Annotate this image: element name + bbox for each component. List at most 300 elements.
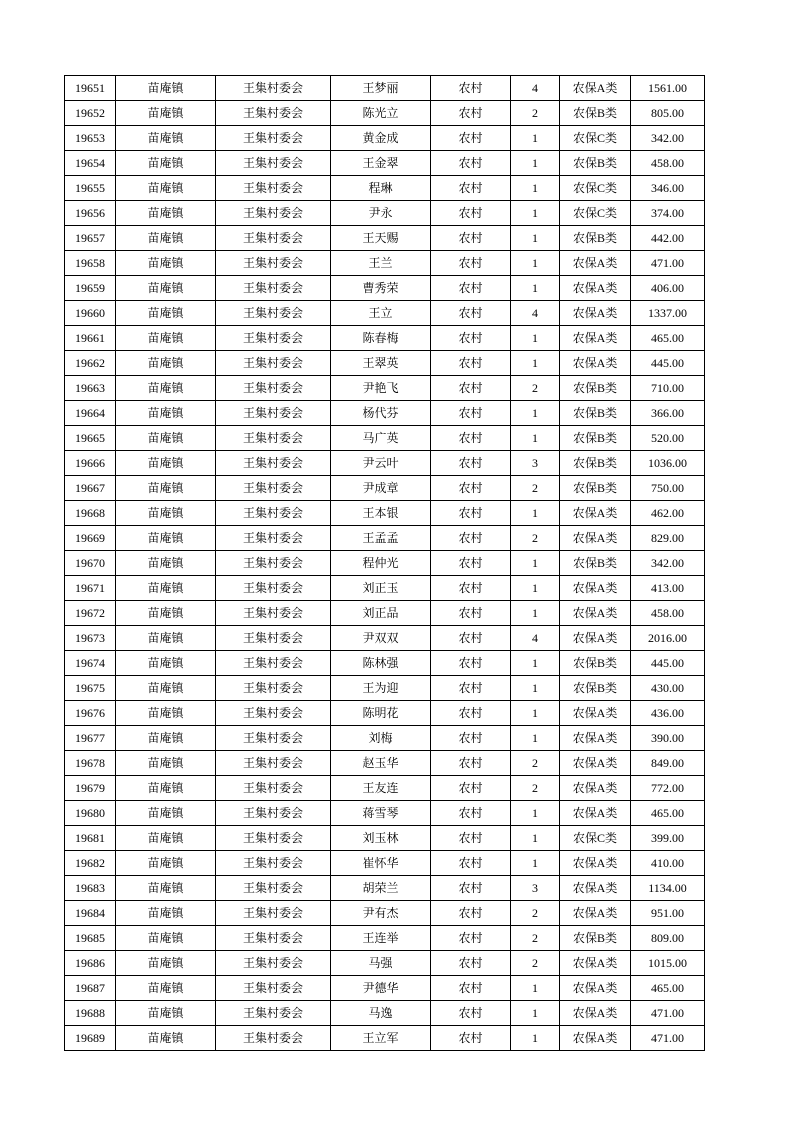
cell-person-name: 赵玉华 [331,751,431,776]
cell-person-name: 陈林强 [331,651,431,676]
cell-person-name: 王孟孟 [331,526,431,551]
cell-village-committee: 王集村委会 [216,201,331,226]
cell-village-committee: 王集村委会 [216,426,331,451]
cell-amount: 374.00 [631,201,705,226]
cell-insurance-category: 农保A类 [560,876,631,901]
cell-town: 苗庵镇 [116,876,216,901]
cell-person-count: 1 [511,551,560,576]
table-row [65,226,705,251]
cell-insurance-category: 农保A类 [560,526,631,551]
cell-serial-number: 19653 [65,126,116,151]
cell-town: 苗庵镇 [116,626,216,651]
cell-insurance-category: 农保B类 [560,926,631,951]
cell-household-type: 农村 [431,826,511,851]
table-row [65,1001,705,1026]
cell-town: 苗庵镇 [116,451,216,476]
table-row [65,826,705,851]
cell-person-name: 王翠英 [331,351,431,376]
cell-household-type: 农村 [431,201,511,226]
cell-household-type: 农村 [431,876,511,901]
benefits-table [64,75,705,1051]
cell-person-count: 2 [511,376,560,401]
cell-amount: 471.00 [631,1026,705,1051]
cell-serial-number: 19671 [65,576,116,601]
table-row [65,901,705,926]
cell-village-committee: 王集村委会 [216,801,331,826]
cell-amount: 445.00 [631,651,705,676]
cell-village-committee: 王集村委会 [216,776,331,801]
cell-person-name: 刘玉林 [331,826,431,851]
cell-insurance-category: 农保A类 [560,851,631,876]
cell-person-name: 王立 [331,301,431,326]
cell-amount: 951.00 [631,901,705,926]
cell-serial-number: 19678 [65,751,116,776]
cell-serial-number: 19656 [65,201,116,226]
cell-household-type: 农村 [431,126,511,151]
cell-household-type: 农村 [431,676,511,701]
table-row [65,751,705,776]
table-row [65,476,705,501]
cell-amount: 399.00 [631,826,705,851]
cell-amount: 1337.00 [631,301,705,326]
cell-town: 苗庵镇 [116,76,216,101]
cell-person-name: 马逸 [331,1001,431,1026]
cell-insurance-category: 农保A类 [560,901,631,926]
table-row [65,701,705,726]
cell-serial-number: 19676 [65,701,116,726]
cell-insurance-category: 农保A类 [560,501,631,526]
cell-person-count: 3 [511,876,560,901]
cell-person-count: 1 [511,701,560,726]
table-row [65,126,705,151]
cell-household-type: 农村 [431,801,511,826]
cell-person-count: 1 [511,426,560,451]
cell-household-type: 农村 [431,401,511,426]
cell-serial-number: 19670 [65,551,116,576]
cell-amount: 750.00 [631,476,705,501]
cell-amount: 346.00 [631,176,705,201]
cell-person-name: 尹艳飞 [331,376,431,401]
cell-person-count: 1 [511,851,560,876]
cell-village-committee: 王集村委会 [216,976,331,1001]
cell-amount: 458.00 [631,601,705,626]
cell-serial-number: 19669 [65,526,116,551]
cell-insurance-category: 农保A类 [560,301,631,326]
cell-village-committee: 王集村委会 [216,226,331,251]
cell-serial-number: 19675 [65,676,116,701]
cell-person-name: 王立军 [331,1026,431,1051]
cell-person-count: 2 [511,751,560,776]
cell-serial-number: 19660 [65,301,116,326]
cell-amount: 1134.00 [631,876,705,901]
cell-town: 苗庵镇 [116,701,216,726]
table-row [65,626,705,651]
cell-village-committee: 王集村委会 [216,476,331,501]
table-row [65,351,705,376]
cell-insurance-category: 农保C类 [560,201,631,226]
table-row [65,576,705,601]
cell-serial-number: 19684 [65,901,116,926]
cell-serial-number: 19673 [65,626,116,651]
cell-insurance-category: 农保B类 [560,426,631,451]
cell-person-name: 尹德华 [331,976,431,1001]
cell-person-name: 陈春梅 [331,326,431,351]
cell-person-count: 1 [511,1026,560,1051]
cell-serial-number: 19667 [65,476,116,501]
cell-household-type: 农村 [431,726,511,751]
cell-person-name: 王兰 [331,251,431,276]
cell-person-name: 马强 [331,951,431,976]
cell-person-count: 1 [511,151,560,176]
cell-household-type: 农村 [431,276,511,301]
cell-village-committee: 王集村委会 [216,751,331,776]
cell-amount: 471.00 [631,251,705,276]
cell-town: 苗庵镇 [116,676,216,701]
cell-person-count: 1 [511,576,560,601]
cell-household-type: 农村 [431,351,511,376]
cell-serial-number: 19658 [65,251,116,276]
cell-person-name: 刘梅 [331,726,431,751]
cell-person-name: 王金翠 [331,151,431,176]
cell-person-name: 陈光立 [331,101,431,126]
cell-person-count: 1 [511,976,560,1001]
cell-insurance-category: 农保A类 [560,1026,631,1051]
cell-insurance-category: 农保A类 [560,726,631,751]
cell-person-count: 1 [511,1001,560,1026]
cell-person-count: 1 [511,351,560,376]
cell-town: 苗庵镇 [116,426,216,451]
cell-insurance-category: 农保A类 [560,351,631,376]
cell-insurance-category: 农保B类 [560,151,631,176]
cell-insurance-category: 农保A类 [560,326,631,351]
cell-village-committee: 王集村委会 [216,501,331,526]
cell-amount: 410.00 [631,851,705,876]
cell-amount: 2016.00 [631,626,705,651]
cell-amount: 390.00 [631,726,705,751]
cell-insurance-category: 农保B类 [560,401,631,426]
cell-person-count: 4 [511,626,560,651]
cell-household-type: 农村 [431,751,511,776]
cell-person-count: 1 [511,176,560,201]
cell-person-name: 王连举 [331,926,431,951]
cell-person-name: 刘正品 [331,601,431,626]
cell-household-type: 农村 [431,376,511,401]
cell-village-committee: 王集村委会 [216,951,331,976]
cell-serial-number: 19659 [65,276,116,301]
cell-amount: 809.00 [631,926,705,951]
table-row [65,426,705,451]
cell-amount: 465.00 [631,976,705,1001]
table-row [65,1026,705,1051]
cell-village-committee: 王集村委会 [216,601,331,626]
table-row [65,276,705,301]
cell-person-name: 王本银 [331,501,431,526]
table-row [65,301,705,326]
cell-person-count: 2 [511,101,560,126]
cell-town: 苗庵镇 [116,601,216,626]
cell-person-name: 王友连 [331,776,431,801]
cell-village-committee: 王集村委会 [216,551,331,576]
cell-household-type: 农村 [431,176,511,201]
table-row [65,926,705,951]
table-row [65,251,705,276]
cell-household-type: 农村 [431,626,511,651]
cell-town: 苗庵镇 [116,776,216,801]
cell-amount: 342.00 [631,551,705,576]
cell-household-type: 农村 [431,76,511,101]
cell-amount: 805.00 [631,101,705,126]
cell-insurance-category: 农保A类 [560,1001,631,1026]
cell-serial-number: 19655 [65,176,116,201]
cell-serial-number: 19666 [65,451,116,476]
cell-insurance-category: 农保A类 [560,626,631,651]
cell-village-committee: 王集村委会 [216,826,331,851]
table-row [65,201,705,226]
cell-serial-number: 19674 [65,651,116,676]
cell-person-name: 尹成章 [331,476,431,501]
cell-town: 苗庵镇 [116,151,216,176]
cell-insurance-category: 农保A类 [560,251,631,276]
cell-serial-number: 19651 [65,76,116,101]
cell-village-committee: 王集村委会 [216,926,331,951]
cell-serial-number: 19652 [65,101,116,126]
cell-town: 苗庵镇 [116,551,216,576]
cell-amount: 462.00 [631,501,705,526]
cell-person-name: 王为迎 [331,676,431,701]
cell-town: 苗庵镇 [116,651,216,676]
cell-insurance-category: 农保A类 [560,976,631,1001]
cell-household-type: 农村 [431,501,511,526]
cell-person-name: 杨代芬 [331,401,431,426]
table-row [65,176,705,201]
cell-town: 苗庵镇 [116,901,216,926]
cell-insurance-category: 农保B类 [560,376,631,401]
cell-serial-number: 19665 [65,426,116,451]
table-row [65,376,705,401]
cell-insurance-category: 农保A类 [560,751,631,776]
cell-household-type: 农村 [431,426,511,451]
cell-person-count: 2 [511,926,560,951]
table-row [65,651,705,676]
table-row [65,451,705,476]
cell-serial-number: 19662 [65,351,116,376]
cell-village-committee: 王集村委会 [216,376,331,401]
cell-town: 苗庵镇 [116,976,216,1001]
cell-person-count: 1 [511,401,560,426]
cell-household-type: 农村 [431,1026,511,1051]
cell-town: 苗庵镇 [116,526,216,551]
cell-insurance-category: 农保B类 [560,451,631,476]
table-row [65,76,705,101]
table-row [65,326,705,351]
cell-serial-number: 19688 [65,1001,116,1026]
table-row [65,851,705,876]
cell-amount: 413.00 [631,576,705,601]
cell-village-committee: 王集村委会 [216,851,331,876]
cell-person-name: 程仲光 [331,551,431,576]
cell-amount: 406.00 [631,276,705,301]
cell-insurance-category: 农保B类 [560,651,631,676]
cell-person-count: 2 [511,476,560,501]
cell-person-count: 1 [511,651,560,676]
cell-serial-number: 19657 [65,226,116,251]
cell-town: 苗庵镇 [116,201,216,226]
cell-insurance-category: 农保A类 [560,801,631,826]
cell-person-count: 1 [511,826,560,851]
cell-town: 苗庵镇 [116,326,216,351]
cell-person-count: 1 [511,726,560,751]
cell-village-committee: 王集村委会 [216,276,331,301]
cell-serial-number: 19685 [65,926,116,951]
cell-household-type: 农村 [431,851,511,876]
cell-amount: 772.00 [631,776,705,801]
cell-person-name: 尹云叶 [331,451,431,476]
cell-household-type: 农村 [431,651,511,676]
cell-serial-number: 19664 [65,401,116,426]
cell-serial-number: 19681 [65,826,116,851]
cell-serial-number: 19680 [65,801,116,826]
cell-village-committee: 王集村委会 [216,101,331,126]
table-row [65,601,705,626]
cell-person-count: 1 [511,326,560,351]
cell-serial-number: 19682 [65,851,116,876]
cell-household-type: 农村 [431,1001,511,1026]
cell-household-type: 农村 [431,151,511,176]
cell-person-name: 蒋雪琴 [331,801,431,826]
cell-person-count: 1 [511,226,560,251]
cell-village-committee: 王集村委会 [216,451,331,476]
cell-person-name: 尹永 [331,201,431,226]
table-row [65,726,705,751]
cell-village-committee: 王集村委会 [216,901,331,926]
cell-village-committee: 王集村委会 [216,576,331,601]
cell-insurance-category: 农保A类 [560,701,631,726]
cell-village-committee: 王集村委会 [216,526,331,551]
table-body [65,76,705,1051]
cell-insurance-category: 农保B类 [560,226,631,251]
cell-village-committee: 王集村委会 [216,676,331,701]
cell-serial-number: 19689 [65,1026,116,1051]
cell-person-name: 王梦丽 [331,76,431,101]
cell-person-count: 1 [511,201,560,226]
cell-amount: 1036.00 [631,451,705,476]
cell-insurance-category: 农保C类 [560,126,631,151]
cell-village-committee: 王集村委会 [216,251,331,276]
cell-town: 苗庵镇 [116,176,216,201]
cell-household-type: 农村 [431,326,511,351]
table-row [65,551,705,576]
cell-amount: 445.00 [631,351,705,376]
cell-household-type: 农村 [431,101,511,126]
cell-village-committee: 王集村委会 [216,401,331,426]
cell-person-count: 2 [511,901,560,926]
cell-serial-number: 19677 [65,726,116,751]
cell-household-type: 农村 [431,451,511,476]
cell-amount: 458.00 [631,151,705,176]
cell-amount: 829.00 [631,526,705,551]
cell-person-name: 陈明花 [331,701,431,726]
cell-person-count: 1 [511,501,560,526]
cell-insurance-category: 农保A类 [560,76,631,101]
cell-insurance-category: 农保C类 [560,826,631,851]
cell-person-name: 尹双双 [331,626,431,651]
cell-person-name: 曹秀荣 [331,276,431,301]
cell-town: 苗庵镇 [116,251,216,276]
cell-household-type: 农村 [431,526,511,551]
cell-person-name: 尹有杰 [331,901,431,926]
cell-household-type: 农村 [431,251,511,276]
cell-household-type: 农村 [431,576,511,601]
cell-amount: 471.00 [631,1001,705,1026]
cell-serial-number: 19687 [65,976,116,1001]
cell-insurance-category: 农保C类 [560,176,631,201]
table-row [65,801,705,826]
cell-town: 苗庵镇 [116,751,216,776]
cell-town: 苗庵镇 [116,476,216,501]
cell-person-name: 程琳 [331,176,431,201]
cell-person-name: 黄金成 [331,126,431,151]
cell-household-type: 农村 [431,901,511,926]
table-row [65,951,705,976]
cell-amount: 520.00 [631,426,705,451]
cell-serial-number: 19686 [65,951,116,976]
table-row [65,401,705,426]
cell-town: 苗庵镇 [116,401,216,426]
cell-town: 苗庵镇 [116,101,216,126]
cell-serial-number: 19654 [65,151,116,176]
cell-town: 苗庵镇 [116,226,216,251]
cell-town: 苗庵镇 [116,926,216,951]
cell-village-committee: 王集村委会 [216,701,331,726]
cell-village-committee: 王集村委会 [216,326,331,351]
cell-town: 苗庵镇 [116,851,216,876]
cell-person-name: 胡荣兰 [331,876,431,901]
cell-person-count: 1 [511,601,560,626]
table-row [65,676,705,701]
cell-person-name: 崔怀华 [331,851,431,876]
cell-amount: 1561.00 [631,76,705,101]
cell-insurance-category: 农保B类 [560,476,631,501]
cell-town: 苗庵镇 [116,126,216,151]
cell-household-type: 农村 [431,701,511,726]
table-row [65,976,705,1001]
cell-amount: 465.00 [631,801,705,826]
cell-serial-number: 19683 [65,876,116,901]
cell-person-count: 1 [511,676,560,701]
cell-household-type: 农村 [431,551,511,576]
cell-village-committee: 王集村委会 [216,726,331,751]
cell-household-type: 农村 [431,951,511,976]
cell-village-committee: 王集村委会 [216,351,331,376]
cell-village-committee: 王集村委会 [216,126,331,151]
cell-person-count: 4 [511,76,560,101]
cell-amount: 436.00 [631,701,705,726]
cell-town: 苗庵镇 [116,501,216,526]
cell-insurance-category: 农保B类 [560,551,631,576]
cell-amount: 465.00 [631,326,705,351]
cell-serial-number: 19661 [65,326,116,351]
cell-amount: 430.00 [631,676,705,701]
cell-insurance-category: 农保B类 [560,676,631,701]
cell-person-count: 3 [511,451,560,476]
cell-serial-number: 19668 [65,501,116,526]
table-row [65,501,705,526]
cell-village-committee: 王集村委会 [216,151,331,176]
cell-insurance-category: 农保A类 [560,776,631,801]
table-row [65,876,705,901]
cell-village-committee: 王集村委会 [216,301,331,326]
cell-amount: 366.00 [631,401,705,426]
